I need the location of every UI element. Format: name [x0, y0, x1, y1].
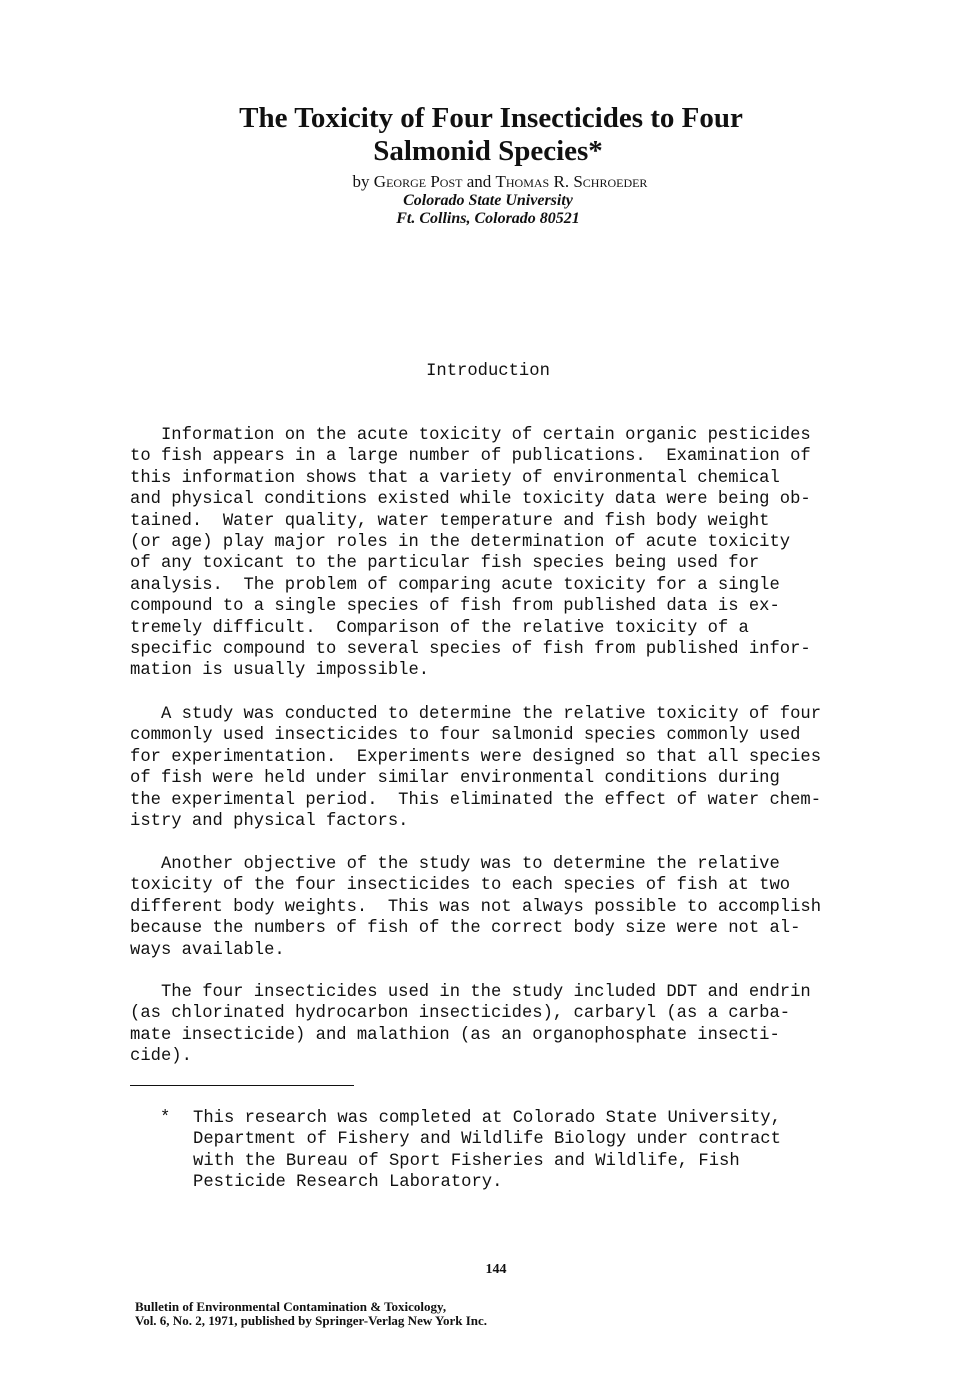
- affiliation-line2: Ft. Collins, Colorado 80521: [396, 210, 580, 227]
- author-name: Thomas R. Schroeder: [495, 172, 648, 191]
- section-heading: [0, 362, 976, 381]
- article-title: [0, 102, 976, 168]
- footnote-text: This research was completed at Colorado State University, Department of Fishery and Wildlife Biology under contract with the Bureau of Sport Fisheries and Wildlife, Fish Pesticide Research Laboratory.: [193, 1109, 781, 1193]
- affiliation-line1: Colorado State University: [403, 192, 573, 209]
- byline: [0, 172, 976, 192]
- page-number: 144: [485, 1262, 507, 1277]
- article-title-line1: The Toxicity of Four Insecticides to Four: [239, 102, 743, 134]
- author-name: George Post: [373, 172, 463, 191]
- body-paragraph: Information on the acute toxicity of certain organic pesticides to fish appears in a large number of publications. Examination of this information shows that a variety of environmental chemical and physical conditions existed while toxicity data were being ob- tained. Water quality, water temperature and fish body weight (or age) play major roles in the determination of acute toxicity of any toxicant to the particular fish species being used for analysis. The problem of comparing acute toxicity for a single compound to a single species of fish from published data is ex- tremely difficult. Comparison of the relative toxicity of a specific compound to several species of fish from published infor- mation is usually impossible.: [130, 426, 811, 681]
- byline-by: by: [352, 172, 370, 191]
- footnote-divider: [130, 1085, 354, 1086]
- article-header: [0, 102, 976, 228]
- journal-citation-line2: Vol. 6, No. 2, 1971, published by Springer-Verlag New York Inc.: [135, 1313, 488, 1328]
- body-paragraph: The four insecticides used in the study included DDT and endrin (as chlorinated hydrocarbon insecticides), carbaryl (as a carba- mate insecticide) and malathion (as an organophosphate insecti- cide).: [130, 983, 811, 1067]
- footnote-marker: *: [160, 1109, 171, 1128]
- article-title-line2: Salmonid Species*: [373, 135, 603, 167]
- section-heading-text: Introduction: [426, 362, 550, 381]
- body-paragraph: A study was conducted to determine the relative toxicity of four commonly used insecticides to four salmonid species commonly used for experimentation. Experiments were designed so that all species of fish were held under similar environmental conditions during the experimental period. This eliminated the effect of water chem- istry and physical factors.: [130, 705, 822, 832]
- journal-citation: [135, 1300, 487, 1328]
- journal-citation-line1: Bulletin of Environmental Contamination & Toxicology,: [135, 1299, 447, 1314]
- byline-and: and: [466, 172, 492, 191]
- body-paragraph: Another objective of the study was to determine the relative toxicity of the four insecticides to each species of fish at two different body weights. This was not always possible to accomplish because the numbers of fish of the correct body size were not al- ways available.: [130, 855, 822, 960]
